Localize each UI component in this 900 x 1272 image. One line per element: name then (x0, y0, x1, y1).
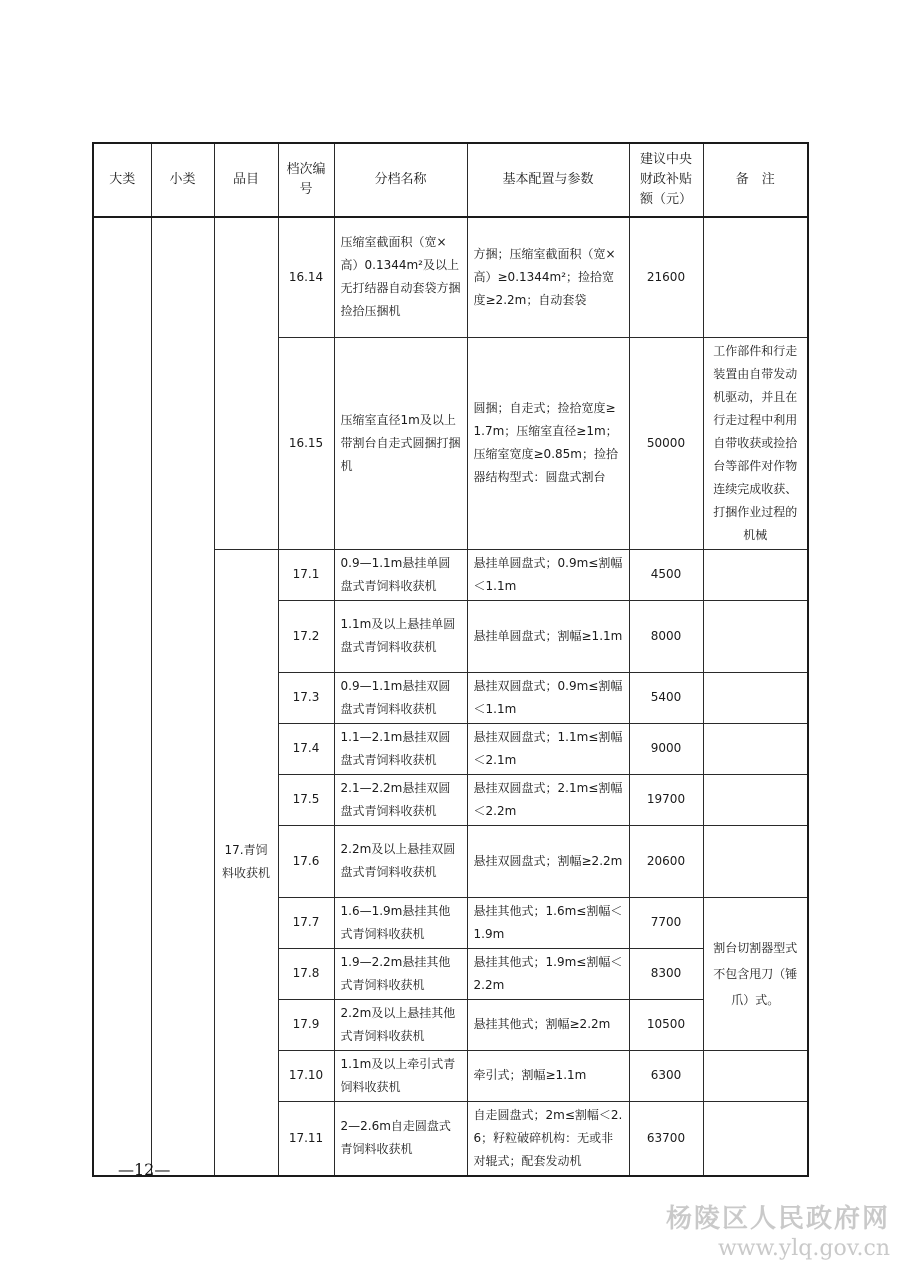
watermark-url[interactable]: www.ylq.gov.cn (717, 1236, 890, 1261)
grade-name: 1.6—1.9m悬挂其他式青饲料收获机 (334, 897, 467, 948)
grade-code: 17.5 (278, 774, 334, 825)
grade-name: 1.1—2.1m悬挂双圆盘式青饲料收获机 (334, 723, 467, 774)
grade-code: 17.2 (278, 600, 334, 672)
subsidy-amount: 20600 (629, 825, 703, 897)
subsidy-amount: 5400 (629, 672, 703, 723)
subsidy-amount: 6300 (629, 1050, 703, 1101)
category-cell (93, 217, 151, 1176)
grade-code: 16.14 (278, 217, 334, 337)
subsidy-amount: 21600 (629, 217, 703, 337)
header-grade-code: 档次编号 (278, 143, 334, 217)
header-remarks: 备 注 (703, 143, 808, 217)
subsidy-amount: 50000 (629, 337, 703, 549)
remarks-cell (703, 217, 808, 337)
grade-code: 17.11 (278, 1101, 334, 1176)
grade-code: 17.7 (278, 897, 334, 948)
config-params: 悬挂双圆盘式；0.9m≤割幅＜1.1m (467, 672, 629, 723)
config-params: 悬挂双圆盘式；割幅≥2.2m (467, 825, 629, 897)
config-params: 悬挂其他式；割幅≥2.2m (467, 999, 629, 1050)
config-params: 牵引式；割幅≥1.1m (467, 1050, 629, 1101)
grade-name: 2.2m及以上悬挂其他式青饲料收获机 (334, 999, 467, 1050)
grade-code: 17.1 (278, 549, 334, 600)
grade-code: 17.4 (278, 723, 334, 774)
header-subsidy: 建议中央财政补贴额（元） (629, 143, 703, 217)
grade-code: 17.9 (278, 999, 334, 1050)
item-cell-16 (214, 217, 278, 549)
subsidy-amount: 7700 (629, 897, 703, 948)
header-category: 大类 (93, 143, 151, 217)
subsidy-amount: 9000 (629, 723, 703, 774)
grade-name: 1.9—2.2m悬挂其他式青饲料收获机 (334, 948, 467, 999)
grade-name: 0.9—1.1m悬挂双圆盘式青饲料收获机 (334, 672, 467, 723)
grade-code: 16.15 (278, 337, 334, 549)
remarks-note: 工作部件和行走装置由自带发动机驱动，并且在行走过程中利用自带收获或捡拾台等部件对作物连续完成收获、打捆作业过程的机械 (703, 337, 808, 549)
remarks-cell (703, 600, 808, 672)
remarks-cell (703, 672, 808, 723)
grade-name: 2—2.6m自走圆盘式青饲料收获机 (334, 1101, 467, 1176)
watermark-name: 杨陵区人民政府网 (665, 1204, 890, 1234)
subsidy-amount: 19700 (629, 774, 703, 825)
grade-name: 0.9—1.1m悬挂单圆盘式青饲料收获机 (334, 549, 467, 600)
grade-code: 17.8 (278, 948, 334, 999)
config-params: 圆捆；自走式；捡拾宽度≥1.7m；压缩室直径≥1m；压缩室宽度≥0.85m；捡拾器结构型式：圆盘式割台 (467, 337, 629, 549)
header-subcategory: 小类 (151, 143, 214, 217)
table-row (93, 217, 808, 337)
remarks-cell (703, 1101, 808, 1176)
grade-name: 1.1m及以上牵引式青饲料收获机 (334, 1050, 467, 1101)
config-params: 悬挂双圆盘式；2.1m≤割幅＜2.2m (467, 774, 629, 825)
subsidy-amount: 4500 (629, 549, 703, 600)
config-params: 方捆；压缩室截面积（宽×高）≥0.1344m²；捡拾宽度≥2.2m；自动套袋 (467, 217, 629, 337)
config-params: 悬挂其他式；1.6m≤割幅＜1.9m (467, 897, 629, 948)
header-grade-name: 分档名称 (334, 143, 467, 217)
page-number: —12— (118, 1160, 171, 1179)
header-item: 品目 (214, 143, 278, 217)
config-params: 悬挂单圆盘式；0.9m≤割幅＜1.1m (467, 549, 629, 600)
remarks-cell (703, 723, 808, 774)
subsidy-table (92, 142, 809, 1177)
site-watermark[interactable] (666, 1198, 890, 1263)
subsidy-amount: 10500 (629, 999, 703, 1050)
remarks-cell (703, 1050, 808, 1101)
config-params: 悬挂单圆盘式；割幅≥1.1m (467, 600, 629, 672)
header-config: 基本配置与参数 (467, 143, 629, 217)
config-params: 悬挂其他式；1.9m≤割幅＜2.2m (467, 948, 629, 999)
grade-name: 2.2m及以上悬挂双圆盘式青饲料收获机 (334, 825, 467, 897)
subsidy-amount: 8000 (629, 600, 703, 672)
remarks-cell (703, 825, 808, 897)
grade-code: 17.6 (278, 825, 334, 897)
grade-name: 压缩室截面积（宽×高）0.1344m²及以上无打结器自动套袋方捆捡拾压捆机 (334, 217, 467, 337)
grade-name: 1.1m及以上悬挂单圆盘式青饲料收获机 (334, 600, 467, 672)
grade-code: 17.3 (278, 672, 334, 723)
grade-name: 2.1—2.2m悬挂双圆盘式青饲料收获机 (334, 774, 467, 825)
subcategory-cell (151, 217, 214, 1176)
subsidy-amount: 63700 (629, 1101, 703, 1176)
config-params: 悬挂双圆盘式；1.1m≤割幅＜2.1m (467, 723, 629, 774)
table-header-row (93, 143, 808, 217)
item-forage-harvester: 17.青饲料收获机 (214, 549, 278, 1176)
grade-code: 17.10 (278, 1050, 334, 1101)
subsidy-amount: 8300 (629, 948, 703, 999)
config-params: 自走圆盘式；2m≤割幅＜2.6；籽粒破碎机构：无或非对辊式；配套发动机 (467, 1101, 629, 1176)
remarks-cell (703, 774, 808, 825)
remarks-cutting-note: 割台切割器型式不包含甩刀（锤爪）式。 (703, 897, 808, 1050)
remarks-cell (703, 549, 808, 600)
grade-name: 压缩室直径1m及以上带割台自走式圆捆打捆机 (334, 337, 467, 549)
